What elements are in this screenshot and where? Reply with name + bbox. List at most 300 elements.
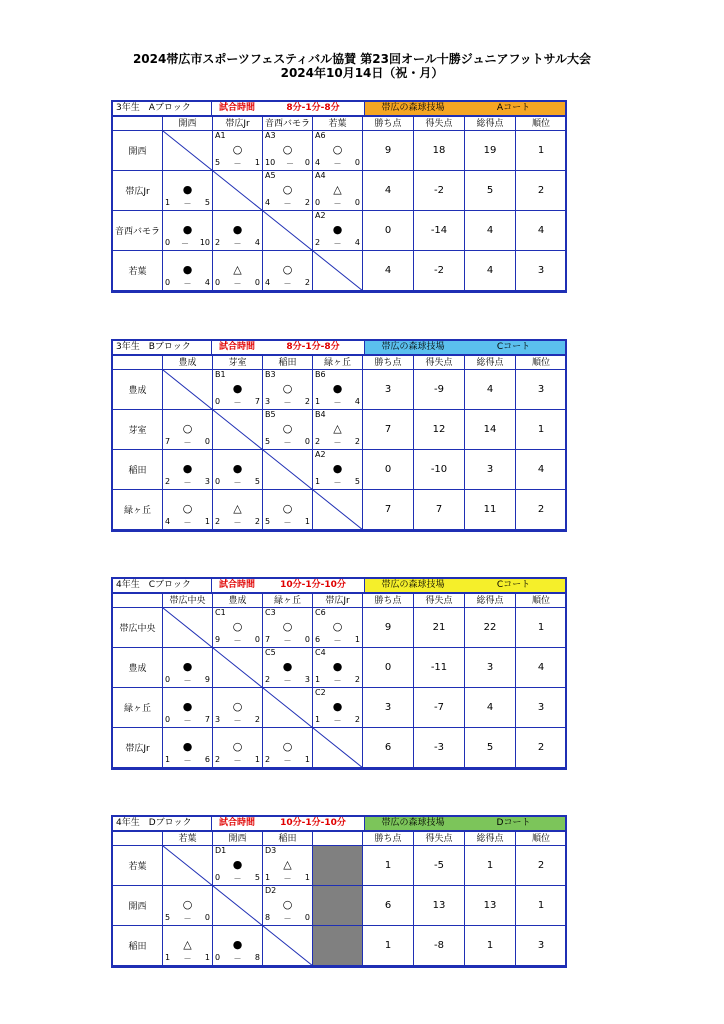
score-against: 0 [304, 635, 310, 644]
stat-value: 6 [363, 728, 414, 768]
stat-value: 3 [363, 370, 414, 410]
score-against: 0 [304, 158, 310, 167]
match-result-cell [213, 450, 263, 490]
venue: 帯広の森球技場 [381, 580, 445, 590]
column-team-header: 稲田 [263, 356, 313, 370]
score-for: 1 [315, 675, 321, 684]
stat-value: 22 [465, 608, 516, 648]
match-score [265, 397, 310, 408]
column-team-header: 芽室 [213, 356, 263, 370]
score-dash: － [333, 239, 342, 248]
result-symbol: ○ [282, 502, 293, 515]
score-for: 4 [265, 198, 271, 207]
match-result-cell [163, 171, 213, 211]
score-for: 3 [265, 397, 271, 406]
score-against: 7 [204, 715, 210, 724]
diagonal-cell [313, 728, 363, 768]
match-result-cell [213, 688, 263, 728]
match-score [265, 675, 310, 686]
result-symbol: △ [283, 858, 292, 871]
match-score [215, 873, 260, 884]
column-team-header: 豊成 [163, 356, 213, 370]
stat-value: 3 [516, 370, 567, 410]
corner-cell [113, 594, 163, 608]
stat-header: 順位 [516, 594, 567, 608]
score-for: 2 [215, 517, 221, 526]
match-code: B3 [265, 370, 276, 379]
match-result-cell [163, 450, 213, 490]
score-dash: － [333, 398, 342, 407]
stat-header: 得失点 [414, 594, 465, 608]
score-for: 2 [315, 437, 321, 446]
match-result-cell [313, 648, 363, 688]
stat-value: 13 [414, 886, 465, 926]
match-score [315, 715, 360, 726]
score-for: 1 [315, 477, 321, 486]
match-code: B6 [315, 370, 326, 379]
match-code: D1 [215, 846, 227, 855]
score-against: 1 [304, 755, 310, 764]
stat-header: 総得点 [465, 356, 516, 370]
score-against: 3 [304, 675, 310, 684]
column-team-header: 帯広中央 [163, 594, 213, 608]
score-for: 4 [165, 517, 171, 526]
match-result-cell [313, 171, 363, 211]
result-symbol: ● [182, 263, 193, 276]
column-team-header: 開西 [213, 832, 263, 846]
score-for: 10 [265, 158, 276, 167]
match-result-cell [163, 410, 213, 450]
score-for: 2 [215, 755, 221, 764]
match-result-cell [313, 688, 363, 728]
score-against: 0 [254, 278, 260, 287]
match-result-cell [213, 926, 263, 966]
score-dash: － [233, 756, 242, 765]
stat-value: 4 [363, 251, 414, 291]
court: Dコート [496, 818, 531, 828]
score-dash: － [333, 478, 342, 487]
score-against: 5 [204, 198, 210, 207]
score-against: 5 [254, 873, 260, 882]
match-score [315, 238, 360, 249]
result-symbol: ○ [182, 502, 193, 515]
score-for: 0 [215, 953, 221, 962]
result-symbol: ● [182, 223, 193, 236]
score-dash: － [233, 239, 242, 248]
match-format: 8分-1分-8分 [262, 341, 365, 354]
column-team-header: 緑ヶ丘 [313, 356, 363, 370]
match-score [165, 715, 210, 726]
result-symbol: ● [332, 382, 343, 395]
result-symbol: ○ [182, 898, 193, 911]
row-team-name: 豊成 [113, 370, 163, 410]
match-score [215, 635, 260, 646]
stat-value: 7 [363, 410, 414, 450]
score-for: 0 [215, 278, 221, 287]
score-dash: － [183, 954, 192, 963]
block-header [113, 102, 565, 117]
match-score [315, 635, 360, 646]
block-3 [111, 815, 567, 968]
match-score [315, 198, 360, 209]
stat-header: 順位 [516, 117, 567, 131]
block-label: 3年生 Aブロック [113, 102, 212, 115]
match-code: A5 [265, 171, 276, 180]
match-score [265, 278, 310, 289]
match-result-cell [313, 211, 363, 251]
match-score [315, 675, 360, 686]
stat-value: 4 [465, 370, 516, 410]
column-team-header: 開西 [163, 117, 213, 131]
match-result-cell [163, 211, 213, 251]
column-team-header: 帯広Jr [213, 117, 263, 131]
stat-value: -2 [414, 251, 465, 291]
match-result-cell [263, 370, 313, 410]
match-time-label: 試合時間 [212, 579, 263, 592]
column-team-header: 稲田 [263, 832, 313, 846]
score-for: 1 [315, 397, 321, 406]
match-result-cell [313, 450, 363, 490]
score-dash: － [233, 954, 242, 963]
result-symbol: ● [182, 740, 193, 753]
match-time-label: 試合時間 [212, 102, 263, 115]
score-dash: － [283, 676, 292, 685]
score-for: 1 [165, 755, 171, 764]
match-score [265, 913, 310, 924]
score-for: 1 [165, 198, 171, 207]
match-result-cell [263, 131, 313, 171]
match-score [315, 397, 360, 408]
score-against: 4 [254, 238, 260, 247]
score-against: 5 [354, 477, 360, 486]
diagonal-cell [263, 688, 313, 728]
match-score [265, 437, 310, 448]
match-code: D3 [265, 846, 277, 855]
match-result-cell [213, 131, 263, 171]
stat-value: 4 [465, 251, 516, 291]
match-result-cell [263, 251, 313, 291]
result-symbol: ○ [282, 898, 293, 911]
score-against: 9 [204, 675, 210, 684]
result-symbol: ○ [282, 143, 293, 156]
column-team-header: 帯広Jr [313, 594, 363, 608]
stat-header: 得失点 [414, 356, 465, 370]
score-for: 5 [265, 517, 271, 526]
result-symbol: ○ [182, 422, 193, 435]
result-symbol: ● [182, 183, 193, 196]
stat-value: 2 [516, 171, 567, 211]
row-team-name: 若葉 [113, 251, 163, 291]
stat-value: 3 [516, 688, 567, 728]
result-symbol: ● [332, 223, 343, 236]
score-for: 1 [315, 715, 321, 724]
score-against: 4 [354, 397, 360, 406]
stat-value: 14 [465, 410, 516, 450]
score-dash: － [233, 636, 242, 645]
match-result-cell [213, 728, 263, 768]
score-against: 7 [254, 397, 260, 406]
score-for: 8 [265, 913, 271, 922]
stat-value: 9 [363, 608, 414, 648]
title-line-1: 2024帯広市スポーツフェスティバル協賛 第23回オール十勝ジュニアフットサル大会 [132, 52, 592, 66]
match-result-cell [213, 251, 263, 291]
row-team-name: 緑ヶ丘 [113, 490, 163, 530]
score-dash: － [233, 478, 242, 487]
match-code: B4 [315, 410, 326, 419]
match-format: 10分-1分-10分 [262, 579, 365, 592]
match-score [315, 437, 360, 448]
score-against: 2 [254, 715, 260, 724]
stat-value: -3 [414, 728, 465, 768]
match-result-cell [263, 846, 313, 886]
score-against: 2 [354, 675, 360, 684]
row-team-name: 開西 [113, 886, 163, 926]
stat-value: 4 [516, 450, 567, 490]
column-team-header: 豊成 [213, 594, 263, 608]
diagonal-cell [213, 410, 263, 450]
stat-value: -8 [414, 926, 465, 966]
match-result-cell [263, 886, 313, 926]
score-for: 2 [265, 755, 271, 764]
match-code: D2 [265, 886, 277, 895]
stat-value: 5 [465, 171, 516, 211]
stat-header: 順位 [516, 356, 567, 370]
score-dash: － [333, 159, 342, 168]
score-for: 0 [165, 278, 171, 287]
score-dash: － [283, 518, 292, 527]
block-1 [111, 339, 567, 532]
score-for: 5 [165, 913, 171, 922]
score-dash: － [183, 716, 192, 725]
match-score [165, 675, 210, 686]
score-against: 0 [304, 437, 310, 446]
row-team-name: 帯広中央 [113, 608, 163, 648]
result-symbol: △ [233, 502, 242, 515]
diagonal-cell [213, 886, 263, 926]
score-for: 4 [265, 278, 271, 287]
match-result-cell [263, 490, 313, 530]
unused-cell [313, 926, 363, 966]
diagonal-cell [263, 926, 313, 966]
score-for: 0 [215, 873, 221, 882]
venue: 帯広の森球技場 [381, 103, 445, 113]
stat-value: 1 [363, 846, 414, 886]
match-score [265, 158, 310, 169]
corner-cell [113, 356, 163, 370]
row-team-name: 帯広Jr [113, 728, 163, 768]
stat-value: 0 [363, 450, 414, 490]
row-team-name: 音西バモラ [113, 211, 163, 251]
score-dash: － [180, 239, 189, 248]
stat-value: 4 [516, 648, 567, 688]
score-for: 0 [165, 715, 171, 724]
score-dash: － [233, 279, 242, 288]
match-result-cell [313, 608, 363, 648]
score-dash: － [183, 199, 192, 208]
result-symbol: △ [233, 263, 242, 276]
result-symbol: ○ [232, 740, 243, 753]
stat-value: -11 [414, 648, 465, 688]
match-score [165, 477, 210, 488]
score-for: 4 [315, 158, 321, 167]
match-time-label: 試合時間 [212, 341, 263, 354]
stat-value: 11 [465, 490, 516, 530]
venue: 帯広の森球技場 [381, 818, 445, 828]
stat-value: -10 [414, 450, 465, 490]
match-score [215, 755, 260, 766]
score-for: 9 [215, 635, 221, 644]
row-team-name: 稲田 [113, 926, 163, 966]
score-for: 0 [165, 238, 171, 247]
stat-value: -7 [414, 688, 465, 728]
match-result-cell [163, 886, 213, 926]
result-symbol: ● [332, 700, 343, 713]
stat-value: 1 [516, 886, 567, 926]
column-team-header [313, 832, 363, 846]
score-for: 2 [265, 675, 271, 684]
score-for: 0 [215, 477, 221, 486]
match-result-cell [263, 608, 313, 648]
score-dash: － [333, 636, 342, 645]
result-symbol: ● [332, 660, 343, 673]
score-dash: － [283, 199, 292, 208]
block-label: 3年生 Bブロック [113, 341, 212, 354]
match-result-cell [213, 370, 263, 410]
result-symbol: ○ [282, 620, 293, 633]
score-against: 2 [354, 715, 360, 724]
match-score [265, 755, 310, 766]
match-score [265, 873, 310, 884]
unused-cell [313, 886, 363, 926]
score-against: 4 [354, 238, 360, 247]
score-dash: － [283, 438, 292, 447]
match-score [215, 517, 260, 528]
stat-header: 得失点 [414, 117, 465, 131]
stat-value: 1 [465, 926, 516, 966]
stat-value: -2 [414, 171, 465, 211]
result-symbol: ● [282, 660, 293, 673]
stat-header: 総得点 [465, 832, 516, 846]
score-dash: － [286, 159, 295, 168]
score-against: 1 [304, 873, 310, 882]
score-dash: － [233, 518, 242, 527]
block-label: 4年生 Cブロック [113, 579, 212, 592]
score-dash: － [283, 636, 292, 645]
match-result-cell [213, 490, 263, 530]
row-team-name: 開西 [113, 131, 163, 171]
match-result-cell [163, 688, 213, 728]
row-team-name: 豊成 [113, 648, 163, 688]
row-team-name: 帯広Jr [113, 171, 163, 211]
stat-value: 3 [465, 450, 516, 490]
match-code: B5 [265, 410, 276, 419]
stat-header: 勝ち点 [363, 594, 414, 608]
match-result-cell [313, 370, 363, 410]
result-symbol: ● [232, 223, 243, 236]
diagonal-cell [313, 251, 363, 291]
match-code: A2 [315, 450, 326, 459]
score-dash: － [183, 756, 192, 765]
diagonal-cell [163, 608, 213, 648]
match-result-cell [213, 846, 263, 886]
stat-value: 0 [363, 211, 414, 251]
stat-value: 3 [363, 688, 414, 728]
score-dash: － [283, 279, 292, 288]
stat-header: 勝ち点 [363, 117, 414, 131]
score-dash: － [283, 756, 292, 765]
match-result-cell [263, 728, 313, 768]
match-score [265, 198, 310, 209]
result-symbol: ○ [282, 740, 293, 753]
score-dash: － [183, 438, 192, 447]
column-team-header: 音西バモラ [263, 117, 313, 131]
diagonal-cell [163, 846, 213, 886]
block-header [113, 579, 565, 594]
match-score [215, 397, 260, 408]
match-format: 10分-1分-10分 [262, 817, 365, 830]
match-score [165, 913, 210, 924]
score-dash: － [283, 914, 292, 923]
score-against: 0 [254, 635, 260, 644]
score-for: 2 [315, 238, 321, 247]
score-for: 2 [215, 238, 221, 247]
score-for: 2 [165, 477, 171, 486]
score-against: 1 [254, 158, 260, 167]
diagonal-cell [313, 490, 363, 530]
score-for: 7 [165, 437, 171, 446]
score-against: 1 [204, 953, 210, 962]
stat-header: 勝ち点 [363, 356, 414, 370]
score-for: 0 [165, 675, 171, 684]
stat-value: 4 [363, 171, 414, 211]
match-code: C2 [315, 688, 326, 697]
score-against: 1 [354, 635, 360, 644]
block-header [113, 341, 565, 356]
match-format: 8分-1分-8分 [262, 102, 365, 115]
stat-value: 1 [516, 608, 567, 648]
score-dash: － [233, 716, 242, 725]
match-score [165, 238, 210, 249]
unused-cell [313, 846, 363, 886]
stat-value: 18 [414, 131, 465, 171]
match-code: A3 [265, 131, 276, 140]
score-dash: － [233, 398, 242, 407]
stat-value: 6 [363, 886, 414, 926]
score-for: 5 [265, 437, 271, 446]
score-dash: － [283, 398, 292, 407]
match-result-cell [163, 728, 213, 768]
match-score [215, 953, 260, 964]
match-code: B1 [215, 370, 226, 379]
score-dash: － [283, 874, 292, 883]
match-code: A1 [215, 131, 226, 140]
result-symbol: △ [333, 422, 342, 435]
match-code: C4 [315, 648, 326, 657]
court: Cコート [496, 580, 531, 590]
result-symbol: ● [232, 858, 243, 871]
score-against: 0 [354, 198, 360, 207]
score-for: 3 [215, 715, 221, 724]
match-score [215, 278, 260, 289]
stat-header: 総得点 [465, 594, 516, 608]
score-against: 2 [304, 198, 310, 207]
result-symbol: ○ [332, 143, 343, 156]
result-symbol: ● [182, 660, 193, 673]
match-score [165, 198, 210, 209]
score-against: 2 [304, 397, 310, 406]
result-symbol: ○ [282, 263, 293, 276]
stat-value: 12 [414, 410, 465, 450]
